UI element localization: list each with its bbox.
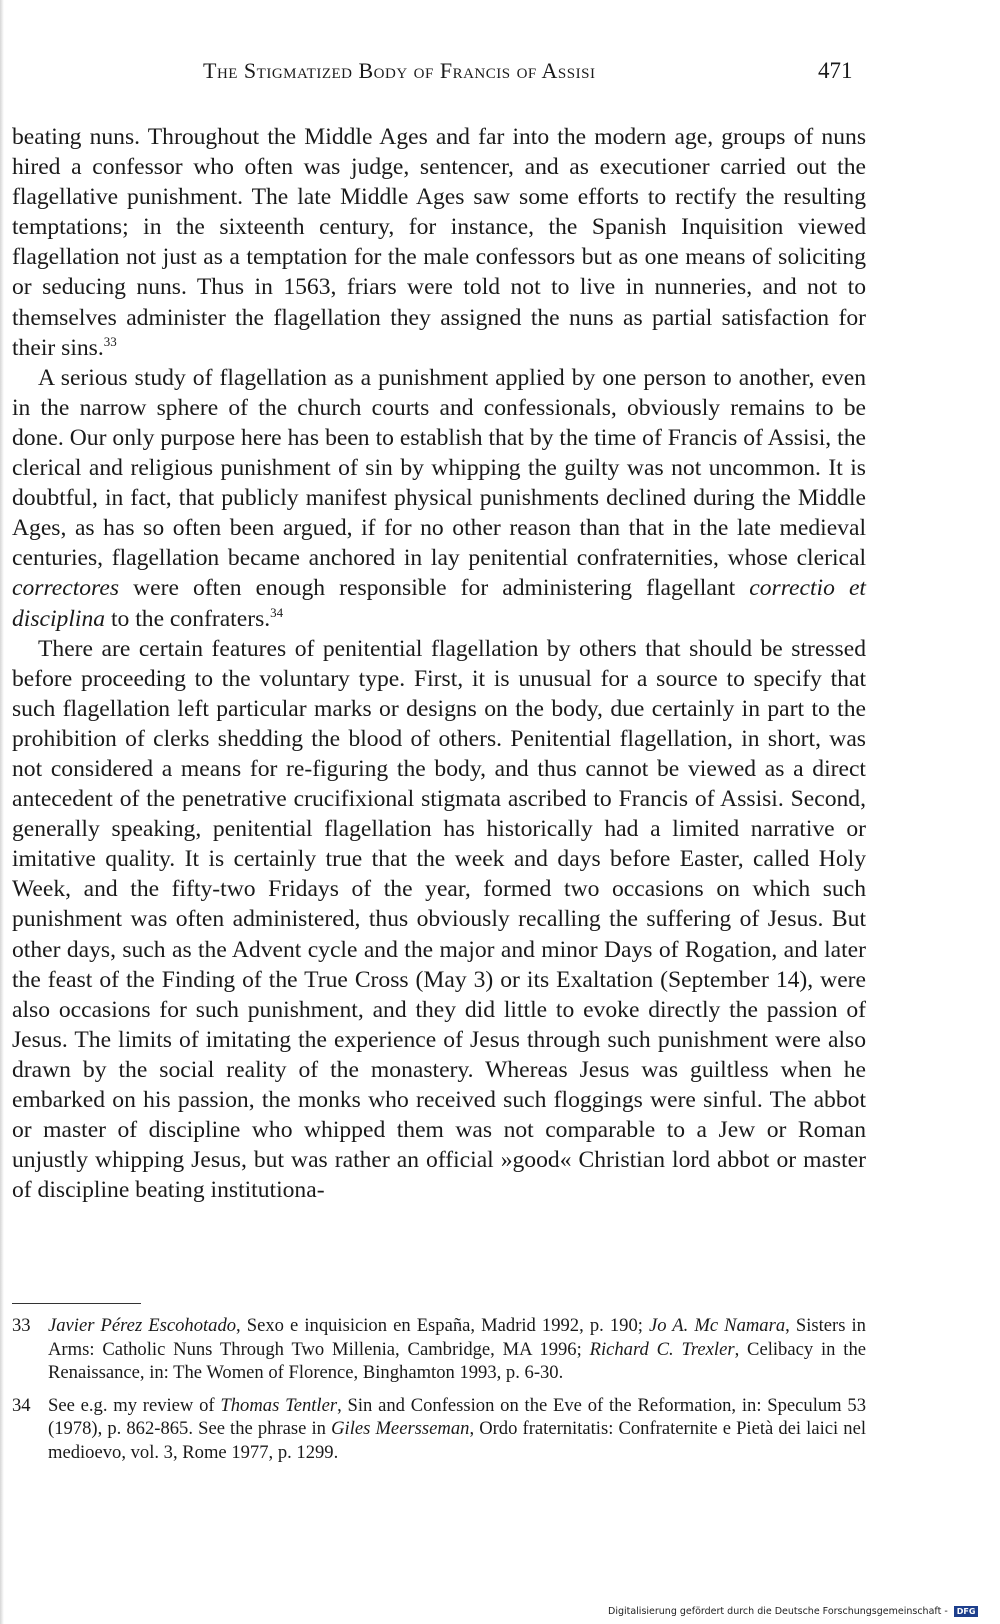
running-head-title: The Stigmatized Body of Francis of Assisi	[203, 58, 596, 83]
footnote-text	[48, 1315, 866, 1383]
footnotes	[12, 1314, 866, 1474]
text-run: , Sin and Confession on the Eve of the Reformation, in: Speculum 53 (1978), p. 862-865. See the phrase in	[48, 1394, 866, 1440]
footnote-divider	[12, 1303, 141, 1304]
italic-text: Thomas Tentler	[220, 1394, 338, 1416]
footnote-text	[48, 1395, 866, 1463]
text-run: There are certain features of penitential flagellation by others that should be stressed before proceeding to the voluntary type. First, it is unusual for a source to specify that such flagellation left particular marks or designs on the body, due certainly in part to the prohibition of clerks shedding the blood of others. Penitential flagellation, in short, was not considered a means for re-figuring the body, and thus cannot be viewed as a direct antecedent of the penetrative crucifixional stigmata ascribed to Francis of Assisi. Second, generally speaking, penitential flagellation has historically had a limited narrative or imitative quality. It is certainly true that the week and days before Easter, called Holy Week, and the fifty-two Fridays of the year, formed two occasions on which such punishment was often administered, thus obviously recalling the suffering of Jesus. But other days, such as the Advent cycle and the major and minor Days of Rogation, and later the feast of the Finding of the True Cross (May 3) or its Exaltation (September 14), were also occasions for such punishment, and they did little to evoke directly the passion of Jesus. The limits of imitating the experience of Jesus through such punishment were also drawn by the social reality of the monastery. Whereas Jesus was guiltless when he embarked on his passion, the monks who received such floggings were sinful. The abbot or master of discipline who whipped them was not comparable to a Jew or Roman unjustly whipping Jesus, but was rather an official »good« Christian lord abbot or master of discipline beating institutiona-	[12, 635, 866, 1204]
body-text	[12, 122, 866, 1205]
digitization-credit	[608, 1606, 978, 1617]
footnote-number: 33	[12, 1315, 31, 1336]
text-run: were often enough responsible for administering flagellant	[119, 575, 750, 602]
footnote-number: 34	[12, 1394, 31, 1416]
italic-text: correctores	[12, 575, 120, 602]
footnote-34	[12, 1394, 866, 1465]
footnote-33	[12, 1314, 866, 1385]
footnote-ref: 33	[103, 333, 117, 349]
italic-text: Giles Meersseman	[331, 1418, 470, 1440]
italic-text: Richard C. Trexler	[589, 1338, 735, 1360]
text-run: to the confraters.	[105, 605, 271, 632]
italic-text: Javier Pérez Escohotado	[48, 1315, 237, 1336]
page-edge-shadow	[0, 0, 4, 1624]
running-head	[0, 58, 1000, 98]
text-run: beating nuns. Throughout the Middle Ages and far into the modern age, groups of nuns hired a confessor who often was judge, sentencer, and as executioner carried out the flagellative punishment. The late Middle Ages saw some efforts to rectify the resulting temptations; in the sixteenth century, for instance, the Spanish Inquisition viewed flagellation not just as a temptation for the male confessors but as one means of soliciting or seducing nuns. Thus in 1563, friars were told not to live in nunneries, and not to themselves administer the flagellation they assigned the nuns as partial satisfaction for their sins.	[12, 124, 866, 361]
text-run: , Celibacy in the Renaissance, in: The Women of Florence, Binghamton 1993, p. 6-30.	[48, 1338, 866, 1384]
text-run: See e.g. my review of	[48, 1394, 221, 1416]
text-run: , Sexo e inquisicion en España, Madrid 1992, p. 190;	[236, 1315, 649, 1336]
credit-text: Digitalisierung gefördert durch die Deutsche Forschungsgemeinschaft -	[608, 1606, 948, 1617]
text-run: , Sisters in Arms: Catholic Nuns Through Two Millenia, Cambridge, MA 1996;	[48, 1315, 866, 1360]
text-run: , Ordo fraternitatis: Confraternite e Pietà dei laici nel medioevo, vol. 3, Rome 1977, p. 1299.	[48, 1418, 867, 1463]
italic-text: correctio et disciplina	[12, 575, 866, 632]
paragraph-2	[12, 363, 866, 634]
paragraph-1	[12, 122, 866, 363]
italic-text: Jo A. Mc Namara	[648, 1315, 786, 1336]
footnote-ref: 34	[270, 604, 284, 620]
text-run: A serious study of flagellation as a punishment applied by one person to another, even in the narrow sphere of the church courts and confessionals, obviously remains to be done. Our only purpose here has been to establish that by the time of Francis of Assisi, the clerical and religious punishment of sin by whipping the guilty was not uncommon. It is doubtful, in fact, that publicly manifest physical punishments declined during the Middle Ages, as has so often been argued, if for no other reason than that in the late medieval centuries, flagellation became anchored in lay penitential confraternities, whose clerical	[12, 364, 866, 572]
dfg-logo-icon: DFG	[954, 1606, 979, 1617]
page-number: 471	[818, 58, 853, 83]
paragraph-3	[12, 634, 866, 1206]
